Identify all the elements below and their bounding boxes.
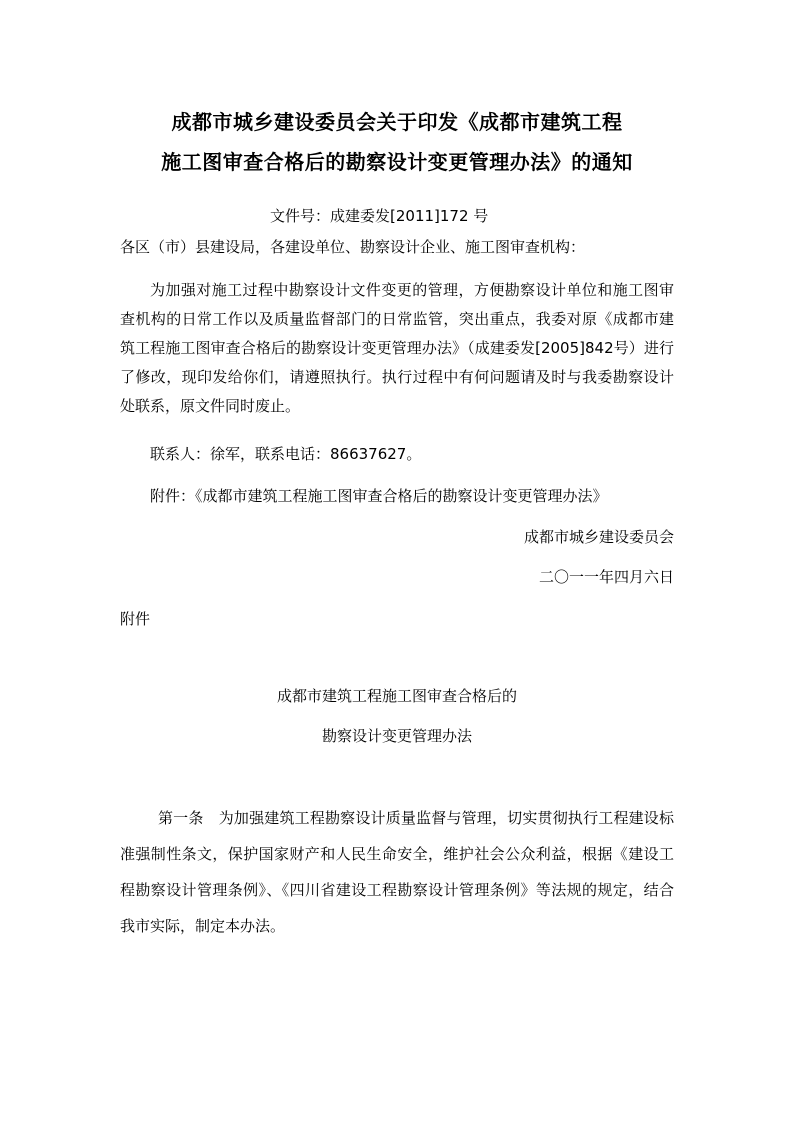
notice-title-line-2: 施工图审查合格后的勘察设计变更管理办法》的通知 bbox=[161, 150, 633, 174]
document-number: 文件号：成建委发[2011]172 号 bbox=[270, 207, 489, 225]
addressee: 各区（市）县建设局，各建设单位、勘察设计企业、施工图审查机构： bbox=[120, 238, 586, 256]
notice-title-line-1: 成都市城乡建设委员会关于印发《成都市建筑工程 bbox=[171, 110, 623, 134]
attachment-note: 附件：《成都市建筑工程施工图审查合格后的勘察设计变更管理办法》 bbox=[150, 487, 608, 505]
attachment-title-line-2: 勘察设计变更管理办法 bbox=[321, 727, 472, 745]
attachment-title-line-1: 成都市建筑工程施工图审查合格后的 bbox=[276, 687, 517, 705]
contact-line: 联系人：徐军，联系电话：86637627。 bbox=[150, 445, 422, 463]
article-1: 第一条 为加强建筑工程勘察设计质量监督与管理，切实贯彻执行工程建设标准强制性条文，保护国家财产和人民生命安全，维护社会公众利益，根据《建设工程勘察设计管理条例》、《四川省建设工程勘察设计管理条例》等法规的规定，结合我市实际，制定本办法。 bbox=[120, 809, 674, 935]
body-paragraph: 为加强对施工过程中勘察设计文件变更的管理，方便勘察设计单位和施工图审查机构的日常工作以及质量监督部门的日常监管，突出重点，我委对原《成都市建筑工程施工图审查合格后的勘察设计变更管理办法》（成建委发[2005]842号）进行了修改，现印发给你们，请遵照执行。执行过程中有何问题请及时与我委勘察设计处联系，原文件同时废止。 bbox=[120, 281, 674, 415]
issue-date: 二〇一一年四月六日 bbox=[538, 568, 674, 586]
issuer-signature: 成都市城乡建设委员会 bbox=[523, 528, 674, 546]
attachment-label: 附件 bbox=[120, 610, 151, 628]
